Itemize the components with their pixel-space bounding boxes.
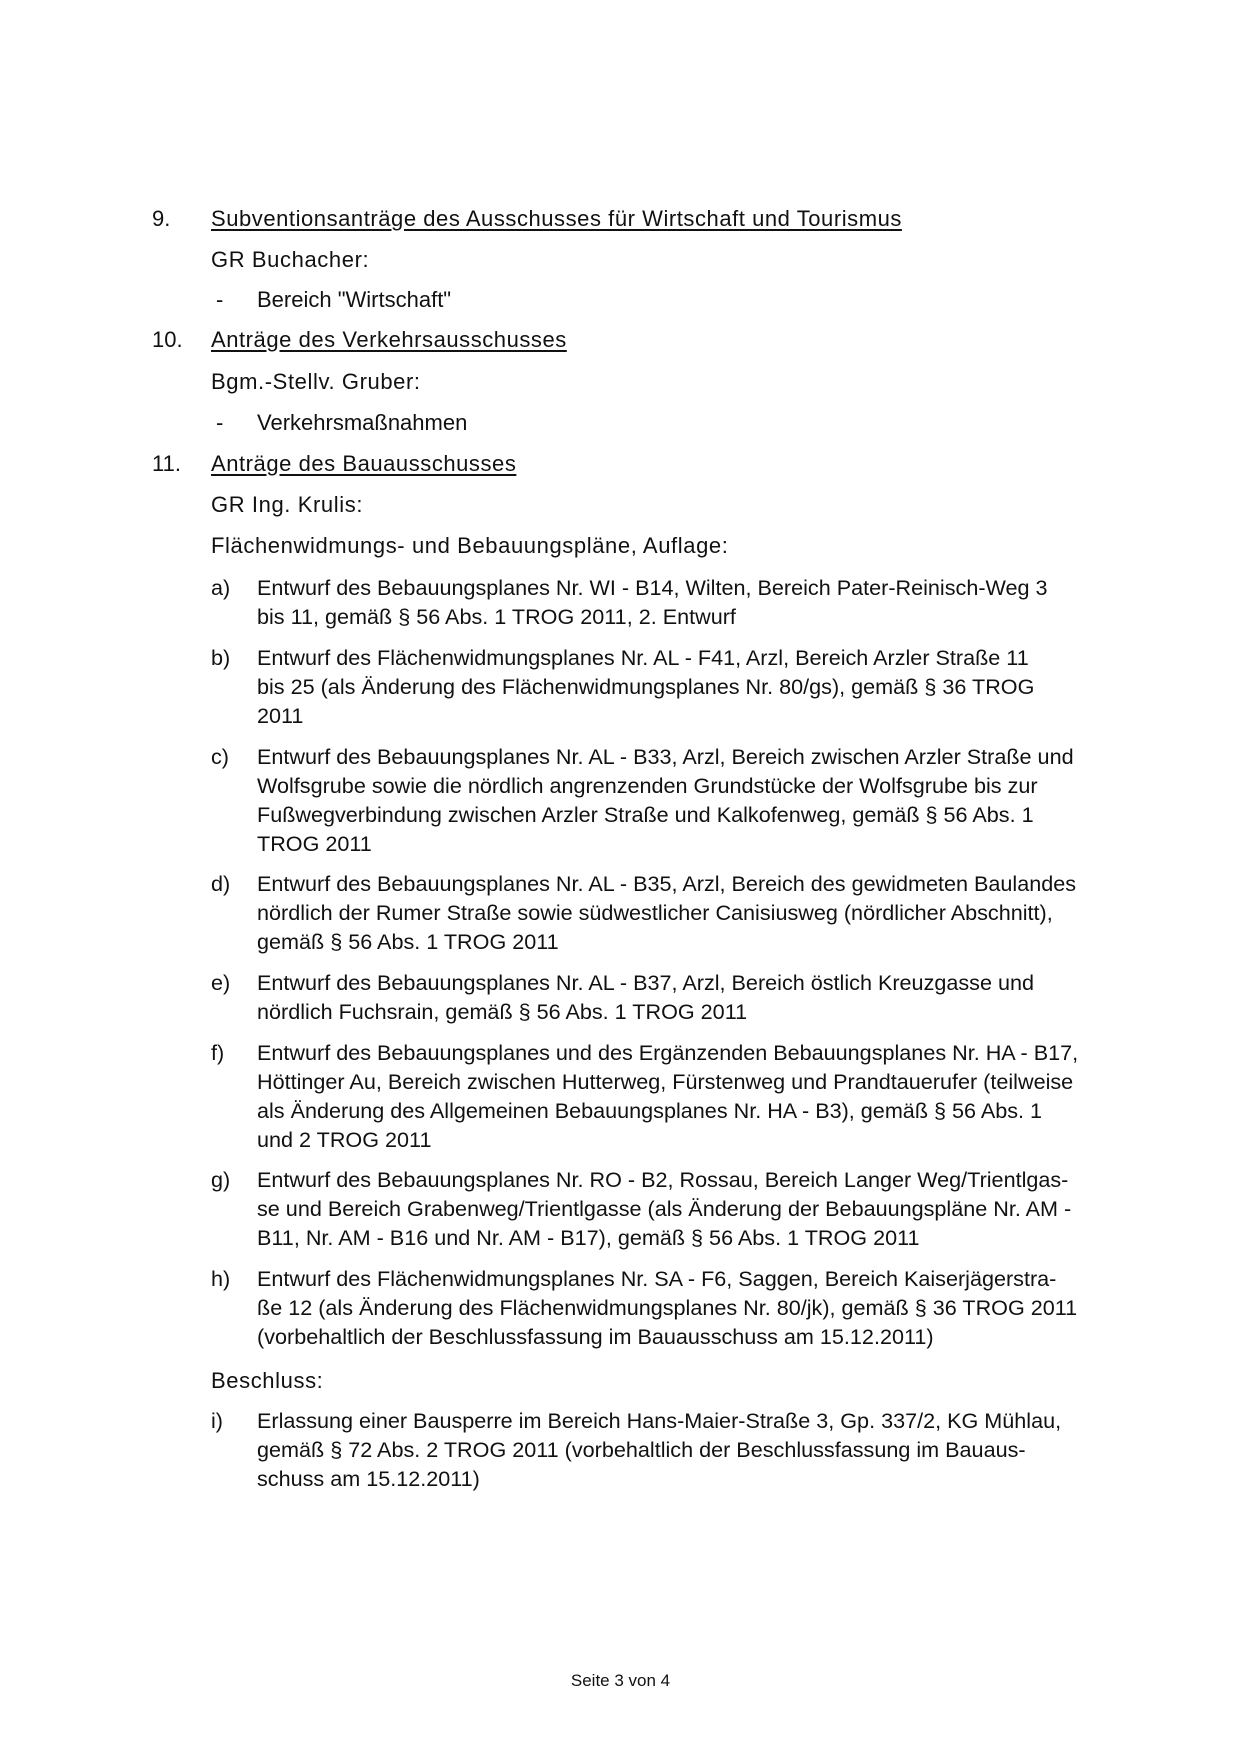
bullet-text: Verkehrsmaßnahmen [257,410,468,435]
list-item-text [257,869,1143,956]
agenda-item-number: 10. [152,327,183,352]
agenda-item-title: Anträge des Bauausschusses [211,451,517,476]
text-line: Entwurf des Bebauungsplanes Nr. AL - B37, Arzl, Bereich östlich Kreuzgasse und [257,970,1035,995]
bullet-dash: - [216,287,224,312]
text-line: Wolfsgrube sowie die nördlich angrenzenden Grundstücke der Wolfsgrube bis zur [257,773,1038,798]
text-line: bis 11, gemäß § 56 Abs. 1 TROG 2011, 2. Entwurf [257,604,736,629]
list-item-text [257,1165,1143,1252]
speaker-name: Bgm.-Stellv. Gruber: [211,369,421,394]
agenda-item-number: 11. [152,451,181,476]
text-line: gemäß § 72 Abs. 2 TROG 2011 (vorbehaltlich der Beschlussfassung im Bauaus- [257,1437,1026,1462]
list-item-label: c) [211,744,229,769]
text-line: nördlich Fuchsrain, gemäß § 56 Abs. 1 TROG 2011 [257,999,748,1024]
text-line: B11, Nr. AM - B16 und Nr. AM - B17), gemäß § 56 Abs. 1 TROG 2011 [257,1225,920,1250]
text-line: 2011 [257,703,304,728]
text-line: (vorbehaltlich der Beschlussfassung im Bauausschuss am 15.12.2011) [257,1324,934,1349]
bullet-text: Bereich "Wirtschaft" [257,287,452,312]
list-item-text [257,968,1143,1026]
text-line: Entwurf des Flächenwidmungsplanes Nr. SA - F6, Saggen, Bereich Kaiserjägerstra- [257,1266,1057,1291]
text-line: schuss am 15.12.2011) [257,1466,480,1491]
text-line: Höttinger Au, Bereich zwischen Hutterweg, Fürstenweg und Prandtauerufer (teilweise [257,1069,1074,1094]
agenda-item-number: 9. [152,206,171,231]
speaker-name: GR Buchacher: [211,247,370,272]
list-item-text [257,1264,1143,1351]
text-line: Entwurf des Bebauungsplanes und des Ergänzenden Bebauungsplanes Nr. HA - B17, [257,1040,1079,1065]
speaker-name: GR Ing. Krulis: [211,492,364,517]
text-line: Entwurf des Bebauungsplanes Nr. WI - B14, Wilten, Bereich Pater-Reinisch-Weg 3 [257,575,1048,600]
decision-heading: Beschluss: [211,1368,324,1393]
text-line: Entwurf des Bebauungsplanes Nr. AL - B33, Arzl, Bereich zwischen Arzler Straße und [257,744,1074,769]
text-line: Entwurf des Flächenwidmungsplanes Nr. AL - F41, Arzl, Bereich Arzler Straße 11 [257,645,1029,670]
text-line: bis 25 (als Änderung des Flächenwidmungsplanes Nr. 80/gs), gemäß § 36 TROG [257,674,1035,699]
text-line: und 2 TROG 2011 [257,1127,432,1152]
list-item-text [257,643,1143,730]
list-item-text [257,1038,1143,1154]
agenda-item-title: Anträge des Verkehrsausschusses [211,327,567,352]
list-item-label: i) [211,1408,223,1433]
text-line: Entwurf des Bebauungsplanes Nr. RO - B2, Rossau, Bereich Langer Weg/Trientlgas- [257,1167,1069,1192]
text-line: nördlich der Rumer Straße sowie südwestlicher Canisiusweg (nördlicher Abschnitt), [257,900,1053,925]
bullet-dash: - [216,410,224,435]
page-footer [0,1671,1241,1691]
list-item-label: a) [211,575,231,600]
list-item-text [257,742,1143,858]
section-subheading: Flächenwidmungs- und Bebauungspläne, Auflage: [211,533,729,558]
text-line: Fußwegverbindung zwischen Arzler Straße und Kalkofenweg, gemäß § 56 Abs. 1 [257,802,1034,827]
list-item-label: g) [211,1167,231,1192]
text-line: se und Bereich Grabenweg/Trientlgasse (als Änderung der Bebauungspläne Nr. AM - [257,1196,1072,1221]
page-number: Seite 3 von 4 [570,1671,671,1690]
list-item-label: d) [211,871,231,896]
text-line: Erlassung einer Bausperre im Bereich Hans-Maier-Straße 3, Gp. 337/2, KG Mühlau, [257,1408,1062,1433]
list-item-label: f) [211,1040,225,1065]
list-item-label: b) [211,645,231,670]
text-line: als Änderung des Allgemeinen Bebauungsplanes Nr. HA - B3), gemäß § 56 Abs. 1 [257,1098,1043,1123]
text-line: ße 12 (als Änderung des Flächenwidmungsplanes Nr. 80/jk), gemäß § 36 TROG 2011 [257,1295,1078,1320]
list-item-label: h) [211,1266,231,1291]
text-line: Entwurf des Bebauungsplanes Nr. AL - B35, Arzl, Bereich des gewidmeten Baulandes [257,871,1077,896]
text-line: gemäß § 56 Abs. 1 TROG 2011 [257,929,559,954]
list-item-text [257,1406,1143,1493]
text-line: TROG 2011 [257,831,372,856]
agenda-item-title: Subventionsanträge des Ausschusses für Wirtschaft und Tourismus [211,206,902,231]
list-item-label: e) [211,970,231,995]
list-item-text [257,573,1143,631]
